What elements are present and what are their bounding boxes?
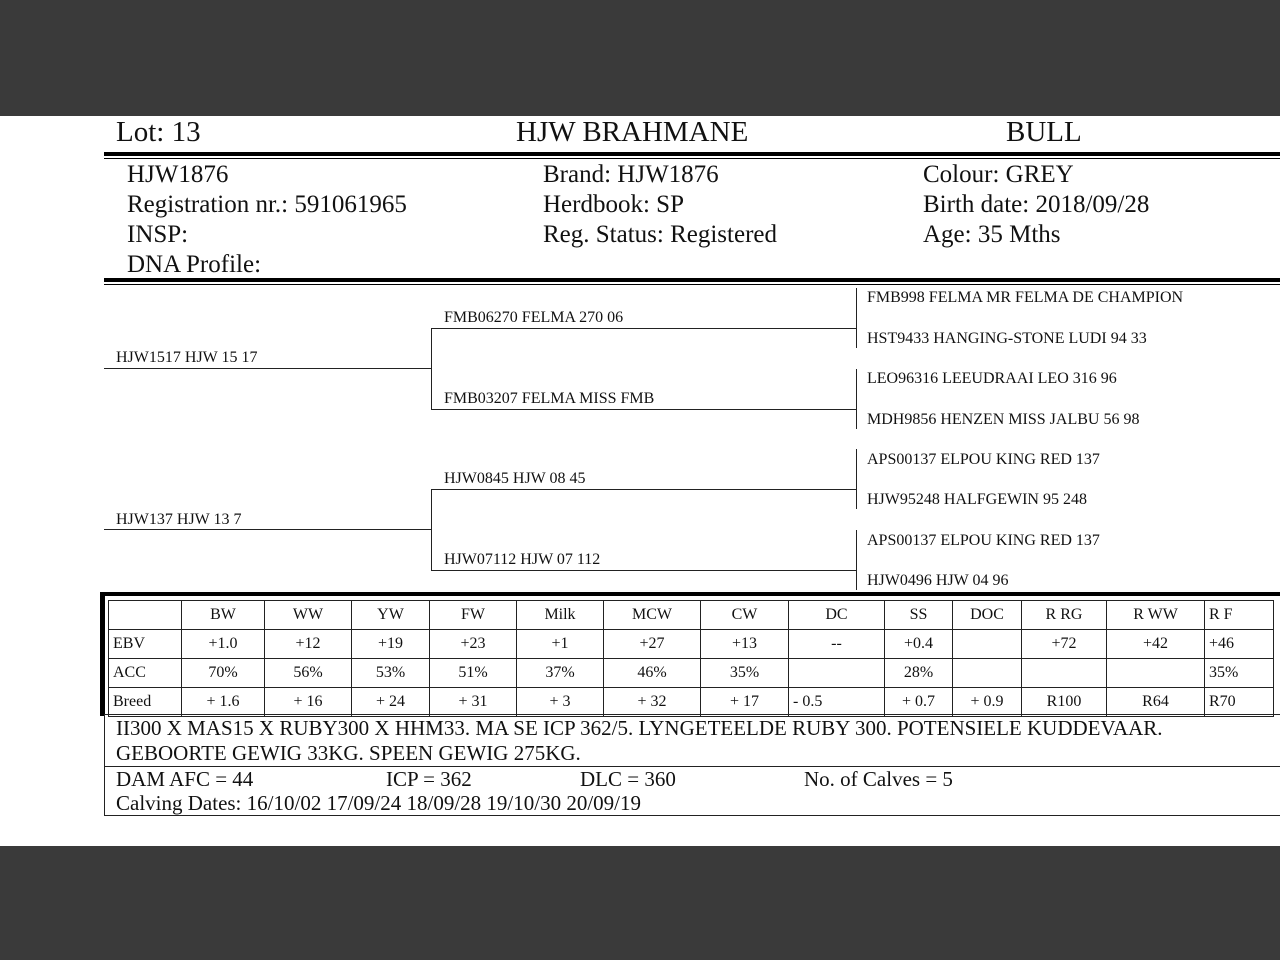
- pedigree-sire-dam: FMB03207 FELMA MISS FMB: [444, 390, 655, 407]
- table-row-ebv: [109, 630, 1274, 659]
- table-cell: +42: [1107, 630, 1205, 659]
- table-cell: +27: [604, 630, 701, 659]
- table-cell: R100: [1022, 688, 1107, 717]
- pedigree-sire-sire: FMB06270 FELMA 270 06: [444, 309, 624, 326]
- pedigree-ggp-6: HJW95248 HALFGEWIN 95 248: [867, 491, 1087, 508]
- header-cell: [109, 601, 182, 630]
- notes-left-line: [104, 714, 105, 815]
- table-cell: --: [789, 630, 885, 659]
- table-cell: + 1.6: [182, 688, 265, 717]
- table-cell: +19: [352, 630, 430, 659]
- table-cell: +46: [1205, 630, 1274, 659]
- sire-line: [104, 368, 432, 369]
- table-cell: 56%: [265, 659, 352, 688]
- sex-label: BULL: [1006, 116, 1082, 148]
- table-cell: +12: [265, 630, 352, 659]
- header-cell: WW: [265, 601, 352, 630]
- table-cell: + 3: [517, 688, 604, 717]
- info-rule-thin: [104, 284, 1280, 285]
- header-cell: R F: [1205, 601, 1274, 630]
- notes-top-line: [104, 714, 1280, 715]
- pedigree-sire: HJW1517 HJW 15 17: [116, 349, 258, 366]
- table-cell: + 0.7: [885, 688, 953, 717]
- table-cell: + 0.9: [953, 688, 1022, 717]
- table-header-row: [109, 601, 1274, 630]
- table-cell: [953, 630, 1022, 659]
- calving-dates: Calving Dates: 16/10/02 17/09/24 18/09/28 19/10/30 20/09/19: [116, 791, 641, 815]
- table-cell: 53%: [352, 659, 430, 688]
- pedigree-dam-sire: HJW0845 HJW 08 45: [444, 470, 586, 487]
- table-left-rule: [100, 592, 105, 716]
- table-cell: 35%: [1205, 659, 1274, 688]
- info-rule: [104, 278, 1280, 282]
- sire-dam-line: [431, 409, 857, 410]
- table-cell: + 17: [701, 688, 789, 717]
- table-cell: 51%: [430, 659, 517, 688]
- dna-profile-field: DNA Profile:: [127, 251, 262, 278]
- notes-line-1: II300 X MAS15 X RUBY300 X HHM33. MA SE ICP 362/5. LYNGETEELDE RUBY 300. POTENSIELE KUDDEVAAR.: [116, 716, 1163, 740]
- table-cell: - 0.5: [789, 688, 885, 717]
- registration-number: Registration nr.: 591061965: [127, 191, 407, 218]
- header-cell: SS: [885, 601, 953, 630]
- header-cell: DOC: [953, 601, 1022, 630]
- table-cell: [1107, 659, 1205, 688]
- header-rule: [104, 152, 1280, 156]
- table-cell: +1.0: [182, 630, 265, 659]
- table-cell: +0.4: [885, 630, 953, 659]
- pedigree-ggp-7: APS00137 ELPOU KING RED 137: [867, 532, 1100, 549]
- header-cell: MCW: [604, 601, 701, 630]
- table-cell: 35%: [701, 659, 789, 688]
- insp-field: INSP:: [127, 221, 189, 248]
- header-cell: Milk: [517, 601, 604, 630]
- ggp-bracket-2: [856, 369, 857, 429]
- lot-number: Lot: 13: [116, 116, 201, 148]
- pedigree-ggp-3: LEO96316 LEEUDRAAI LEO 316 96: [867, 370, 1117, 387]
- header-cell: R RG: [1022, 601, 1107, 630]
- dam-afc: DAM AFC = 44: [116, 767, 254, 791]
- dam-icp: ICP = 362: [386, 767, 472, 791]
- header-cell: R WW: [1107, 601, 1205, 630]
- table-cell: [953, 659, 1022, 688]
- animal-id: HJW1876: [127, 161, 229, 188]
- table-cell: +72: [1022, 630, 1107, 659]
- pedigree-dam: HJW137 HJW 13 7: [116, 511, 242, 528]
- table-cell: + 32: [604, 688, 701, 717]
- table-cell: + 24: [352, 688, 430, 717]
- brand-field: Brand: HJW1876: [543, 161, 719, 188]
- table-cell: 70%: [182, 659, 265, 688]
- table-cell: + 16: [265, 688, 352, 717]
- breed-title: HJW BRAHMANE: [516, 116, 749, 148]
- table-cell: +23: [430, 630, 517, 659]
- header-cell: CW: [701, 601, 789, 630]
- sale-catalogue-page: [0, 116, 1280, 846]
- header-cell: BW: [182, 601, 265, 630]
- pedigree-ggp-4: MDH9856 HENZEN MISS JALBU 56 98: [867, 411, 1140, 428]
- table-row-breed: [109, 688, 1274, 717]
- colour-field: Colour: GREY: [923, 161, 1074, 188]
- notes-bottom-line: [104, 815, 1280, 816]
- table-cell: + 31: [430, 688, 517, 717]
- table-cell: +1: [517, 630, 604, 659]
- pedigree-dam-dam: HJW07112 HJW 07 112: [444, 551, 601, 568]
- table-cell: [789, 659, 885, 688]
- table-top-rule: [100, 592, 1280, 596]
- ggp-bracket-1: [856, 288, 857, 348]
- table-cell: R64: [1107, 688, 1205, 717]
- ggp-bracket-4: [856, 530, 857, 590]
- age-field: Age: 35 Mths: [923, 221, 1061, 248]
- dam-dam-line: [431, 570, 857, 571]
- pedigree-ggp-2: HST9433 HANGING-STONE LUDI 94 33: [867, 330, 1147, 347]
- table-cell: [1022, 659, 1107, 688]
- row-label: EBV: [109, 630, 182, 659]
- reg-status-field: Reg. Status: Registered: [543, 221, 777, 248]
- herdbook-field: Herdbook: SP: [543, 191, 684, 218]
- table-row-acc: [109, 659, 1274, 688]
- birth-date-field: Birth date: 2018/09/28: [923, 191, 1150, 218]
- table-cell: 46%: [604, 659, 701, 688]
- pedigree-ggp-8: HJW0496 HJW 04 96: [867, 572, 1009, 589]
- pedigree-ggp-1: FMB998 FELMA MR FELMA DE CHAMPION: [867, 289, 1184, 306]
- table-cell: 37%: [517, 659, 604, 688]
- sire-sire-line: [431, 328, 857, 329]
- table-cell: +13: [701, 630, 789, 659]
- ebv-table: [108, 600, 1274, 717]
- pedigree-ggp-5: APS00137 ELPOU KING RED 137: [867, 451, 1100, 468]
- sire-bracket: [431, 328, 432, 409]
- dam-sire-line: [431, 489, 857, 490]
- table-cell: R70: [1205, 688, 1274, 717]
- table-cell: 28%: [885, 659, 953, 688]
- dam-line: [104, 529, 432, 530]
- notes-line-2: GEBOORTE GEWIG 33KG. SPEEN GEWIG 275KG.: [116, 741, 581, 765]
- header-cell: FW: [430, 601, 517, 630]
- row-label: Breed: [109, 688, 182, 717]
- header-cell: YW: [352, 601, 430, 630]
- dam-calves-count: No. of Calves = 5: [804, 767, 953, 791]
- dam-dlc: DLC = 360: [580, 767, 676, 791]
- header-cell: DC: [789, 601, 885, 630]
- header-rule-thin: [104, 158, 1280, 159]
- notes-divider: [104, 766, 1280, 767]
- row-label: ACC: [109, 659, 182, 688]
- ggp-bracket-3: [856, 449, 857, 509]
- dam-bracket: [431, 489, 432, 570]
